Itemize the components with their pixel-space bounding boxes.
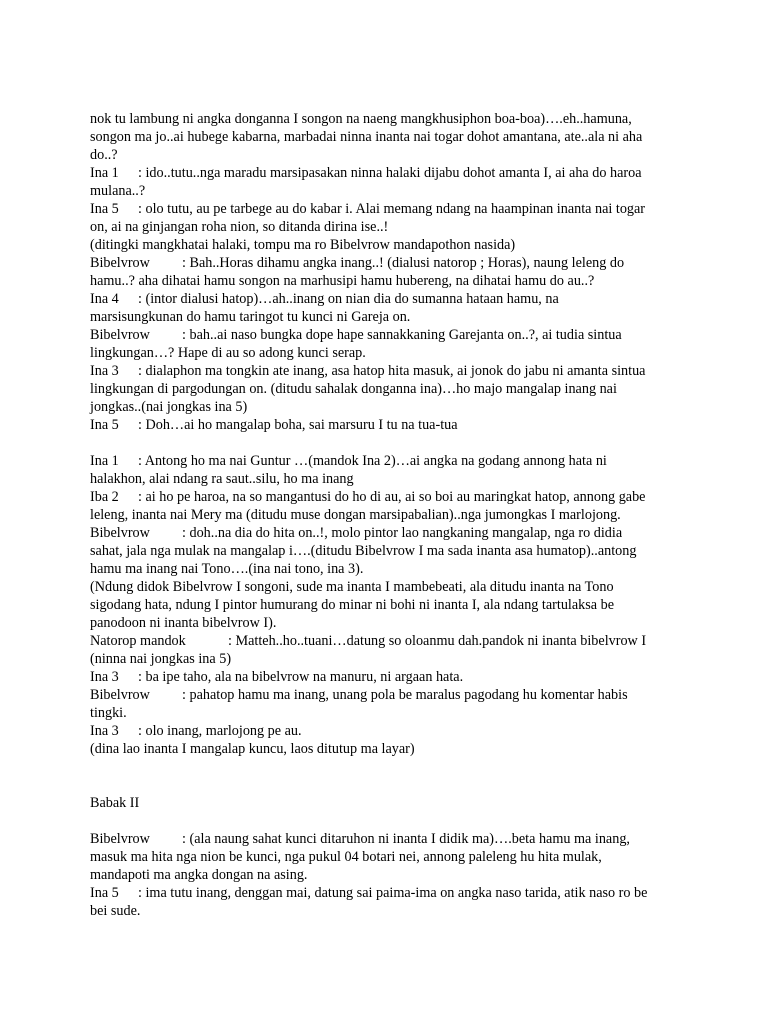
speaker-name: Ina 1 bbox=[90, 165, 119, 181]
speaker-name: Iba 2 bbox=[90, 489, 119, 505]
line-text: : ba ipe taho, ala na bibelvrow na manuru, ni argaan hata. bbox=[138, 669, 464, 685]
speaker-name: Ina 3 bbox=[90, 723, 119, 739]
line-text: sigodang hata, ndung I pintor humurang do minar ni bohi ni inanta I, ala ndang tartulaksa be bbox=[90, 597, 615, 613]
text-line bbox=[90, 236, 680, 254]
dialogue-paragraph bbox=[90, 668, 680, 686]
speaker-name: Bibelvrow bbox=[90, 831, 150, 847]
text-line bbox=[90, 632, 680, 650]
text-line bbox=[90, 164, 680, 182]
text-line bbox=[90, 452, 680, 470]
line-text: (Ndung didok Bibelvrow I songoni, sude ma inanta I mambebeati, ala ditudu inanta na Tono bbox=[90, 579, 614, 595]
speaker-name: Ina 4 bbox=[90, 291, 119, 307]
dialogue-paragraph bbox=[90, 200, 680, 236]
line-text: mandapoti ma angka dongan na asing. bbox=[90, 867, 308, 883]
text-line bbox=[90, 398, 680, 416]
line-text: : bah..ai naso bungka dope hape sannakkaning Garejanta on..?, ai tudia sintua bbox=[182, 327, 622, 343]
line-text: : pahatop hamu ma inang, unang pola be maralus pagodang hu komentar habis bbox=[182, 687, 628, 703]
text-line bbox=[90, 884, 680, 902]
line-text: nok tu lambung ni angka donganna I songon na naeng mangkhusiphon boa-boa)….eh..hamuna, bbox=[90, 111, 632, 127]
line-text: : ido..tutu..nga maradu marsipasakan ninna halaki dijabu dohot amanta I, ai aha do haroa bbox=[138, 165, 642, 181]
text-line bbox=[90, 344, 680, 362]
text-line bbox=[90, 740, 680, 758]
dialogue-paragraph bbox=[90, 416, 680, 434]
text-line bbox=[90, 290, 680, 308]
line-text: hamu ma inang nai Tono….(ina nai tono, ina 3). bbox=[90, 561, 364, 577]
stage-direction bbox=[90, 110, 680, 164]
text-line bbox=[90, 650, 680, 668]
text-line bbox=[90, 848, 680, 866]
speaker-name: Bibelvrow bbox=[90, 255, 150, 271]
dialogue-paragraph bbox=[90, 326, 680, 362]
line-text: mulana..? bbox=[90, 183, 146, 199]
line-text: tingki. bbox=[90, 705, 127, 721]
dialogue-paragraph bbox=[90, 632, 680, 668]
line-text: on, ai na ginjangan roha nion, so ditanda dirina ise..! bbox=[90, 219, 389, 235]
dialogue-paragraph bbox=[90, 362, 680, 416]
speaker-name: Bibelvrow bbox=[90, 687, 150, 703]
text-line bbox=[90, 182, 680, 200]
text-line bbox=[90, 254, 680, 272]
text-line bbox=[90, 866, 680, 884]
line-text: masuk ma hita nga nion be kunci, nga pukul 04 botari nei, annong paleleng hu hita mulak, bbox=[90, 849, 602, 865]
text-line bbox=[90, 668, 680, 686]
dialogue-paragraph bbox=[90, 488, 680, 524]
line-text: bei sude. bbox=[90, 903, 141, 919]
text-line bbox=[90, 704, 680, 722]
text-line bbox=[90, 272, 680, 290]
speaker-name: Bibelvrow bbox=[90, 525, 150, 541]
dialogue-paragraph bbox=[90, 290, 680, 326]
stage-direction bbox=[90, 578, 680, 632]
section-heading: Babak II bbox=[90, 795, 140, 811]
text-line bbox=[90, 830, 680, 848]
line-text: : Matteh..ho..tuani…datung so oloanmu dah.pandok ni inanta bibelvrow I bbox=[228, 633, 647, 649]
line-text: lingkungan…? Hape di au so adong kunci serap. bbox=[90, 345, 366, 361]
dialogue-paragraph bbox=[90, 686, 680, 722]
text-line bbox=[90, 218, 680, 236]
speaker-name: Ina 3 bbox=[90, 363, 119, 379]
text-line bbox=[90, 200, 680, 218]
line-text: leleng, inanta nai Mery ma (ditudu muse dongan marsipabalian)..nga jumongkas I marlojong. bbox=[90, 507, 621, 523]
text-line bbox=[90, 596, 680, 614]
text-line bbox=[90, 488, 680, 506]
line-text: : (ala naung sahat kunci ditaruhon ni inanta I didik ma)….beta hamu ma inang, bbox=[182, 831, 630, 847]
blank-line bbox=[90, 812, 680, 830]
text-line bbox=[90, 146, 680, 164]
line-text: (ditingki mangkhatai halaki, tompu ma ro Bibelvrow mandapothon nasida) bbox=[90, 237, 516, 253]
text-line bbox=[90, 470, 680, 488]
line-text: : olo inang, marlojong pe au. bbox=[138, 723, 302, 739]
line-text: : Antong ho ma nai Guntur …(mandok Ina 2)…ai angka na godang annong hata ni bbox=[138, 453, 607, 469]
text-line bbox=[90, 110, 680, 128]
line-text: (ninna nai jongkas ina 5) bbox=[90, 651, 232, 667]
line-text: : Doh…ai ho mangalap boha, sai marsuru I tu na tua-tua bbox=[138, 417, 458, 433]
line-text: lingkungan di pargodungan on. (ditudu sahalak donganna ina)…ho majo mangalap inang nai bbox=[90, 381, 617, 397]
dialogue-paragraph bbox=[90, 830, 680, 884]
text-line bbox=[90, 416, 680, 434]
text-line bbox=[90, 614, 680, 632]
blank-line bbox=[90, 776, 680, 794]
line-text: jongkas..(nai jongkas ina 5) bbox=[90, 399, 248, 415]
line-text: : Bah..Horas dihamu angka inang..! (dialusi natorop ; Horas), naung leleng do bbox=[182, 255, 625, 271]
text-line bbox=[90, 308, 680, 326]
dialogue-paragraph bbox=[90, 884, 680, 920]
text-line bbox=[90, 686, 680, 704]
text-line bbox=[90, 542, 680, 560]
text-line bbox=[90, 560, 680, 578]
dialogue-paragraph bbox=[90, 722, 680, 740]
text-line bbox=[90, 722, 680, 740]
line-text: : ima tutu inang, denggan mai, datung sai paima-ima on angka naso tarida, atik naso ro be bbox=[138, 885, 648, 901]
line-text: panodoon ni inanta bibelvrow I). bbox=[90, 615, 277, 631]
text-line bbox=[90, 578, 680, 596]
text-line bbox=[90, 380, 680, 398]
text-line bbox=[90, 524, 680, 542]
dialogue-paragraph bbox=[90, 254, 680, 290]
line-text: halakhon, alai ndang ra saut..silu, ho ma inang bbox=[90, 471, 354, 487]
dialogue-block-1 bbox=[90, 110, 680, 758]
line-text: songon ma jo..ai hubege kabarna, marbadai ninna inanta nai togar dohot amantana, ate..ala ni aha bbox=[90, 129, 643, 145]
dialogue-paragraph bbox=[90, 452, 680, 488]
dialogue-paragraph bbox=[90, 164, 680, 200]
line-text: : dialaphon ma tongkin ate inang, asa hatop hita masuk, ai jonok do jabu ni amanta sintua bbox=[138, 363, 646, 379]
speaker-name: Ina 5 bbox=[90, 885, 119, 901]
line-text: do..? bbox=[90, 147, 118, 163]
line-text: sahat, jala nga mulak na mangalap i….(ditudu Bibelvrow I ma sada inanta asa humatop)..antong bbox=[90, 543, 637, 559]
stage-direction bbox=[90, 740, 680, 758]
speaker-name: Ina 5 bbox=[90, 417, 119, 433]
blank-line bbox=[90, 434, 680, 452]
speaker-name: Bibelvrow bbox=[90, 327, 150, 343]
line-text: (dina lao inanta I mangalap kuncu, laos ditutup ma layar) bbox=[90, 741, 415, 757]
line-text: : doh..na dia do hita on..!, molo pintor lao nangkaning mangalap, nga ro didia bbox=[182, 525, 623, 541]
line-text: : olo tutu, au pe tarbege au do kabar i. Alai memang ndang na haampinan inanta nai togar bbox=[138, 201, 646, 217]
line-text: marsisungkunan do hamu taringot tu kunci ni Gareja on. bbox=[90, 309, 411, 325]
dialogue-block-2 bbox=[90, 830, 680, 920]
speaker-name: Ina 3 bbox=[90, 669, 119, 685]
line-text: : (intor dialusi hatop)…ah..inang on nian dia do sumanna hataan hamu, na bbox=[138, 291, 559, 307]
line-text: : ai ho pe haroa, na so mangantusi do ho di au, ai so boi au maringkat hatop, annong gabe bbox=[138, 489, 646, 505]
text-line bbox=[90, 902, 680, 920]
text-line bbox=[90, 362, 680, 380]
document-page bbox=[90, 110, 680, 920]
stage-direction bbox=[90, 236, 680, 254]
text-line bbox=[90, 326, 680, 344]
line-text: hamu..? aha dihatai hamu songon na marhusipi hamu hubereng, na dihatai hamu do au..? bbox=[90, 273, 595, 289]
dialogue-paragraph bbox=[90, 524, 680, 578]
speaker-name: Ina 1 bbox=[90, 453, 119, 469]
speaker-name: Natorop mandok bbox=[90, 633, 186, 649]
text-line bbox=[90, 506, 680, 524]
blank-line bbox=[90, 758, 680, 776]
text-line bbox=[90, 128, 680, 146]
speaker-name: Ina 5 bbox=[90, 201, 119, 217]
